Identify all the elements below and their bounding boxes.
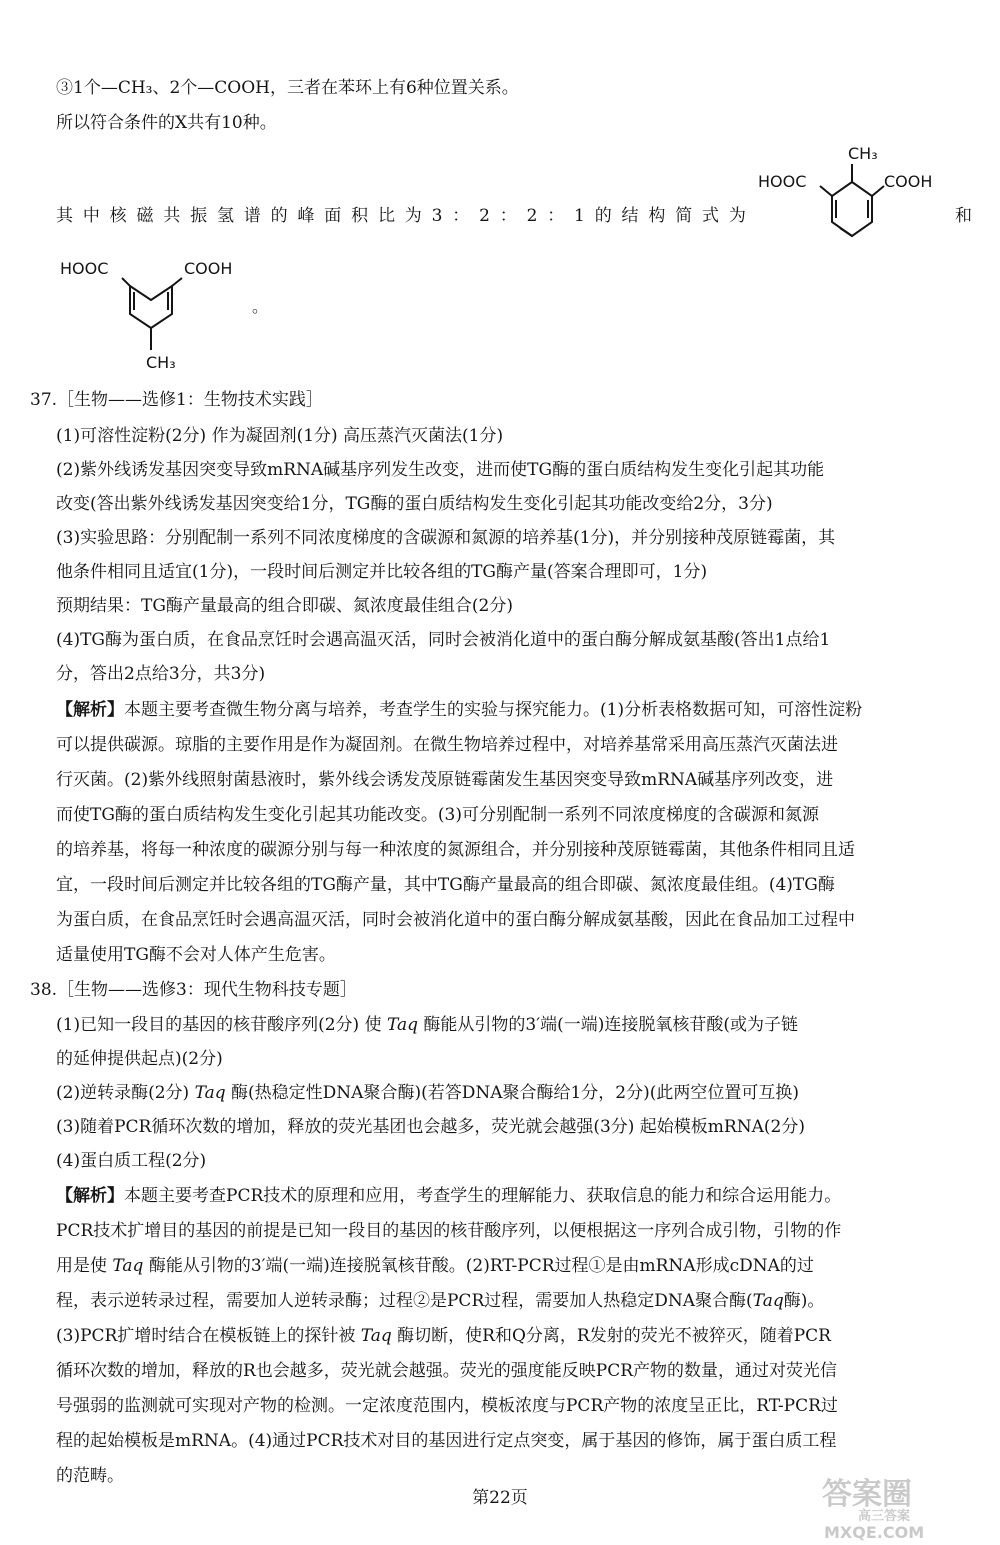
nmr-char: 其	[56, 206, 73, 226]
and-text: 和	[955, 206, 972, 226]
explanation-line: 程，表示逆转录过程，需要加人逆转录酶；过程②是PCR过程，需要加人热稳定DNA聚合酶(Taq酶)。	[56, 1291, 825, 1311]
period: 。	[252, 297, 269, 316]
nmr-char: ：	[452, 206, 470, 226]
nmr-char: 结	[621, 206, 639, 226]
answer-line: (3)随着PCR循环次数的增加，释放的荧光基团也会越多，荧光就会越强(3分) 起始模板mRNA(2分)	[56, 1117, 805, 1137]
nmr-sentence	[56, 204, 746, 228]
answer-line: (1)可溶性淀粉(2分) 作为凝固剂(1分) 高压蒸汽灭菌法(1分)	[56, 426, 504, 446]
explanation-line: 可以提供碳源。琼脂的主要作用是作为凝固剂。在微生物培养过程中，对培养基常采用高压蒸汽灭菌法进	[56, 735, 838, 755]
svg-text:高三答案: 高三答案	[858, 1509, 911, 1524]
explanation-line	[56, 1184, 841, 1208]
explanation-line	[56, 698, 862, 722]
nmr-char: 简	[675, 206, 693, 226]
watermark-logo	[818, 1472, 988, 1542]
explanation-line: 循环次数的增加，释放的R也会越多，荧光就会越强。荧光的强度能反映PCR产物的数量，通过对荧光信	[56, 1361, 838, 1381]
nmr-char: 的	[270, 206, 288, 226]
nmr-char: 积	[351, 206, 369, 226]
explanation-line: 的范畴。	[56, 1466, 124, 1486]
answer-line: 的延伸提供起点)(2分)	[56, 1049, 223, 1069]
nmr-char: 的	[594, 206, 612, 226]
structure-2	[56, 256, 271, 376]
text-line: 所以符合条件的X共有10种。	[56, 113, 277, 133]
explanation-line: 而使TG酶的蛋白质结构发生变化引起其功能改变。(3)可分别配制一系列不同浓度梯度的含碳源和氮源	[56, 805, 819, 825]
nmr-char: 振	[190, 206, 208, 226]
nmr-char: 1	[574, 206, 585, 226]
q38-heading: 38.［生物——选修3：现代生物科技专题］	[30, 980, 357, 1000]
explanation-line: 适量使用TG酶不会对人体产生危害。	[56, 945, 336, 965]
nmr-char: 谱	[243, 206, 261, 226]
nmr-char: 比	[377, 206, 395, 226]
nmr-char: 面	[324, 206, 342, 226]
ch3-label: CH₃	[146, 353, 176, 372]
explanation-label: 【解析】	[56, 1186, 124, 1206]
cooh-label: COOH	[184, 259, 233, 278]
answer-line: (4)蛋白质工程(2分)	[56, 1151, 207, 1171]
nmr-char: 核	[109, 206, 127, 226]
nmr-char: 2	[526, 206, 538, 226]
nmr-char: ：	[547, 206, 565, 226]
ch3-label: CH₃	[848, 144, 878, 163]
answer-line: 改变(答出紫外线诱发基因突变给1分，TG酶的蛋白质结构发生变化引起其功能改变给2分，3分)	[56, 494, 773, 514]
explanation-line: 宜，一段时间后测定并比较各组的TG酶产量，其中TG酶产量最高的组合即碳、氮浓度最佳组。(4)TG酶	[56, 875, 835, 895]
nmr-char: 为	[404, 206, 422, 226]
explanation-line: 的培养基，将每一种浓度的碳源分别与每一种浓度的氮源组合，并分别接种茂原链霉菌，其他条件相同且适	[56, 840, 855, 860]
structure-1	[752, 142, 952, 252]
explanation-line: 行灭菌。(2)紫外线照射菌悬液时，紫外线会诱发茂原链霉菌发生基因突变导致mRNA碱基序列改变，进	[56, 770, 834, 790]
explanation-text: 本题主要考查PCR技术的原理和应用，考查学生的理解能力、获取信息的能力和综合运用能力。	[124, 1186, 842, 1206]
nmr-char: 式	[702, 206, 720, 226]
hooc-label: HOOC	[758, 172, 807, 191]
nmr-char: 中	[82, 206, 100, 226]
answer-line: (1)已知一段目的基因的核苷酸序列(2分) 使 Taq 酶能从引物的3′端(一端)连接脱氧核苷酸(或为子链	[56, 1015, 798, 1035]
hooc-label: HOOC	[60, 259, 109, 278]
answer-line: (2)紫外线诱发基因突变导致mRNA碱基序列发生改变，进而使TG酶的蛋白质结构发生变化引起其功能	[56, 460, 825, 480]
nmr-char: 2	[479, 206, 490, 226]
page-number: 第22页	[472, 1488, 528, 1508]
explanation-text: 本题主要考查微生物分离与培养，考查学生的实验与探究能力。(1)分析表格数据可知，可溶性淀粉	[124, 700, 863, 720]
text-line: ③1个—CH₃、2个—COOH，三者在苯环上有6种位置关系。	[56, 78, 519, 98]
answer-line: (4)TG酶为蛋白质，在食品烹饪时会遇高温灭活，同时会被消化道中的蛋白酶分解成氨基酸(答出1点给1	[56, 630, 831, 650]
explanation-label: 【解析】	[56, 700, 124, 720]
q37-heading: 37.［生物——选修1：生物技术实践］	[30, 390, 323, 410]
nmr-char: 构	[648, 206, 666, 226]
nmr-char: 氢	[216, 206, 234, 226]
answer-line: 预期结果：TG酶产量最高的组合即碳、氮浓度最佳组合(2分)	[56, 596, 513, 616]
explanation-line: 用是使 Taq 酶能从引物的3′端(一端)连接脱氧核苷酸。(2)RT-PCR过程①是由mRNA形成cDNA的过	[56, 1256, 814, 1276]
explanation-line: PCR技术扩增目的基因的前提是已知一段目的基因的核苷酸序列，以便根据这一序列合成引物，引物的作	[56, 1221, 842, 1241]
svg-text:答案圈: 答案圈	[822, 1477, 912, 1512]
answer-line: (3)实验思路：分别配制一系列不同浓度梯度的含碳源和氮源的培养基(1分)，并分别接种茂原链霉菌，其	[56, 528, 836, 548]
explanation-line: (3)PCR扩增时结合在模板链上的探针被 Taq 酶切断，使R和Q分离，R发射的荧光不被猝灭，随着PCR	[56, 1326, 831, 1346]
explanation-line: 程的起始模板是mRNA。(4)通过PCR技术对目的基因进行定点突变，属于基因的修饰，属于蛋白质工程	[56, 1431, 837, 1451]
cooh-label: COOH	[884, 172, 933, 191]
nmr-char: ：	[499, 206, 517, 226]
nmr-char: 峰	[297, 206, 315, 226]
nmr-char: 磁	[136, 206, 154, 226]
explanation-line: 为蛋白质，在食品烹饪时会遇高温灭活，同时会被消化道中的蛋白酶分解成氨基酸，因此在食品加工过程中	[56, 910, 855, 930]
answer-line: 分，答出2点给3分，共3分)	[56, 664, 266, 684]
nmr-char: 共	[163, 206, 181, 226]
answer-line: (2)逆转录酶(2分) Taq 酶(热稳定性DNA聚合酶)(若答DNA聚合酶给1分，2分)(此两空位置可互换)	[56, 1083, 800, 1103]
svg-text:MXQE.COM: MXQE.COM	[824, 1523, 925, 1542]
nmr-char: 3	[431, 206, 443, 226]
nmr-char: 为	[728, 206, 746, 226]
answer-line: 他条件相同且适宜(1分)，一段时间后测定并比较各组的TG酶产量(答案合理即可，1分)	[56, 562, 708, 582]
explanation-line: 号强弱的监测就可实现对产物的检测。一定浓度范围内，模板浓度与PCR产物的浓度呈正比，RT-PCR过	[56, 1396, 838, 1416]
